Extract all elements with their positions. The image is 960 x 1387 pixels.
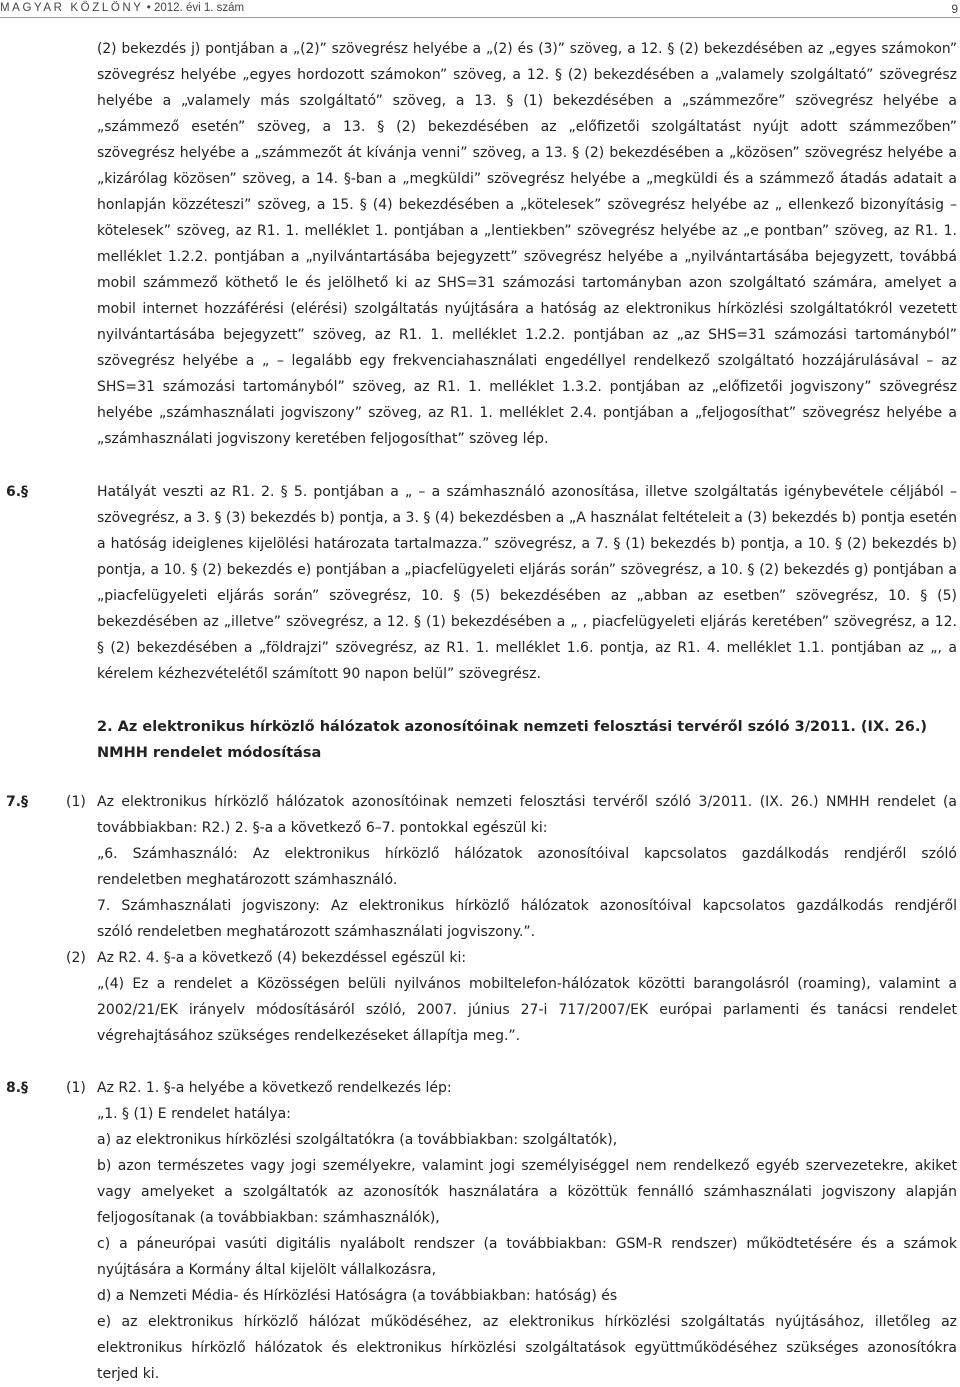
- text-line: Az R2. 1. §-a helyébe a következő rendelkezés lép:: [97, 1080, 452, 1096]
- header-rule: [0, 17, 960, 18]
- page-number: 9: [951, 2, 958, 16]
- text-line: végrehajtásához szükséges rendelkezéseket állapítja meg.”.: [97, 1028, 521, 1044]
- text-line: 7. Számhasználati jogviszony: Az elektronikus hírközlő hálózatok azonosítóival kapcsolatos gazdálkodás rendjéről: [97, 898, 957, 914]
- paragraph-label: (1): [66, 1080, 86, 1096]
- section-sign: §: [21, 1080, 28, 1096]
- text-line: szövegrész helyébe „egyes hordozott számokon” szöveg, a 12. § (2) bekezdésében a „valamely szolgáltató” szövegrész: [97, 67, 957, 83]
- text-line: „számhasználati jogviszony keretében feljogosíthat” szöveg lép.: [97, 431, 549, 447]
- text-line: rendeletben meghatározott számhasználó.: [97, 872, 398, 888]
- text-line: Az elektronikus hírközlő hálózatok azonosítóinak nemzeti felosztási tervéről szóló 3/2011. (IX. 26.) NMHH rendelet (a: [97, 794, 957, 810]
- text-line: nyilvántartásába bejegyzett” szöveg, az R1. 1. melléklet 1.2.2. pontjában az „az SHS=31 számozási tartományból”: [97, 327, 957, 343]
- section-6-text: [97, 479, 957, 687]
- text-line: „kizárólag közösen” szöveg, a 14. §-ban a „megküldi” szövegrész helyébe a „megküldi és a számmező átadás adatait a: [97, 171, 957, 187]
- text-line: feljogosítanak (a továbbiakban: számhasználók),: [97, 1210, 440, 1226]
- section-number: 7.: [6, 794, 22, 810]
- text-line: kötelesek” szöveg, az R1. 1. melléklet 1. pontjában a „lentiekben” szövegrész helyébe az „e pontban” szöveg, az R1. 1.: [97, 223, 957, 239]
- text-line: szövegrész helyébe a „ – legalább egy frekvenciahasználati engedéllyel rendelkező szolgáltató hozzájárulásával – az: [97, 353, 957, 369]
- text-line: helyébe „számhasználati jogviszony” szöveg, az R1. 1. melléklet 2.4. pontjában a „feljogosíthat” szövegrész helyébe a: [97, 405, 957, 421]
- text-line: kérelem kézhezvételétől számított 90 napon belül” szövegrész.: [97, 666, 541, 682]
- text-line: c) a páneurópai vasúti digitális nyalábolt rendszer (a továbbiakban: GSM-R rendszer) működtetésére és a számok: [97, 1236, 957, 1252]
- text-line: Hatályát veszti az R1. 2. § 5. pontjában a „ – a számhasználó azonosítása, illetve szolgáltatás igénybevétele céljából –: [97, 484, 957, 500]
- text-line: „piacfelügyeleti eljárás során” szövegrész, 10. § (5) bekezdésében az „abban az esetben” szövegrész, 10. § (5): [97, 588, 957, 604]
- title-line: NMHH rendelet módosítása: [97, 745, 322, 761]
- text-line: mobil internet hozzáférési (elérési) szolgáltatás nyújtására a hatóság az elektronikus hírközlési szolgáltatókról vezetett: [97, 301, 957, 317]
- text-line: e) az elektronikus hírközlő hálózat működéséhez, az elektronikus hírközlési szolgáltatás nyújtásához, illetőleg az: [97, 1314, 957, 1330]
- text-line: „(4) Ez a rendelet a Közösségen belüli nyilvános mobiltelefon-hálózatok közötti barangolásról (roaming), valamint a: [97, 976, 957, 992]
- text-line: melléklet 1.2.2. pontjában a „nyilvántartásába bejegyzett” szövegrész helyébe a „nyilvántartásába bejegyzett, továbbá: [97, 249, 957, 265]
- text-line: Az R2. 4. §-a a következő (4) bekezdéssel egészül ki:: [97, 950, 467, 966]
- text-line: „számmező esetén” szöveg, a 13. § (2) bekezdésében az „előfizetői szolgáltatást nyújt adott számmezőben”: [97, 119, 957, 135]
- text-line: nyújtására a Kormány által kijelölt vállalkozásra,: [97, 1262, 437, 1278]
- text-line: honlapján közzéteszi” szöveg, a 15. § (4) bekezdésében a „kötelesek” szövegrész helyébe az „ ellenkező bizonyításig –: [97, 197, 957, 213]
- text-line: a hatóság ideiglenes kijelölési határozata tartalmazza.” szövegrész, a 7. § (1) bekezdés b) pontja, a 10. § (2) bekezdés b): [97, 536, 957, 552]
- text-line: bekezdésében az „illetve” szövegrész, a 12. § (1) bekezdésében a „ , piacfelügyeleti eljárás keretében” szövegrész, a 12.: [97, 614, 957, 630]
- amendment-paragraph: [97, 36, 957, 452]
- text-line: elektronikus hírközlő hálózatok és elektronikus hírközlési szolgáltatások együttműködéséhez szükséges azonosítókra: [97, 1340, 957, 1356]
- text-line: továbbiakban: R2.) 2. §-a a következő 6–7. pontokkal egészül ki:: [97, 820, 548, 836]
- text-line: helyébe a „valamely más szolgáltató” szöveg, a 13. § (1) bekezdésében a „számmezőre” szövegrész helyébe a: [97, 93, 957, 109]
- text-line: b) azon természetes vagy jogi személyekre, valamint jogi személyiséggel nem rendelkező egyéb szervezetekre, akiket: [97, 1158, 957, 1174]
- text-line: mobil számmező köthető le és jelölhető ki az SHS=31 számozási tartományban azon szolgáltató számára, amelyet a: [97, 275, 957, 291]
- text-line: „1. § (1) E rendelet hatálya:: [97, 1106, 291, 1122]
- page-header: [0, 0, 960, 18]
- section-8-paragraph-1: [97, 1075, 957, 1387]
- section-7-paragraph-2: [97, 945, 957, 1049]
- text-line: SHS=31 számozási tartományból” szöveg, az R1. 1. melléklet 1.3.2. pontjában az „előfizetői jogviszony” szövegrész: [97, 379, 957, 395]
- issue-info: • 2012. évi 1. szám: [146, 2, 245, 14]
- text-line: szövegrész, a 3. § (3) bekezdés b) pontja, a 3. § (4) bekezdésben a „A használat feltételeit a (3) bekezdés b) pontja esetén: [97, 510, 957, 526]
- section-7-paragraph-1: [97, 789, 957, 945]
- paragraph-label: (2): [66, 950, 86, 966]
- section-number: 8.: [6, 1080, 22, 1096]
- text-line: (2) bekezdés j) pontjában a „(2)” szövegrész helyébe a „(2) és (3)” szöveg, a 12. § (2) bekezdésében az „egyes számokon”: [97, 41, 957, 57]
- title-line: 2. Az elektronikus hírközlő hálózatok azonosítóinak nemzeti felosztási tervéről szóló 3/2011. (IX. 26.): [97, 719, 927, 735]
- text-line: a) az elektronikus hírközlési szolgáltatókra (a továbbiakban: szolgáltatók),: [97, 1132, 618, 1148]
- text-line: „6. Számhasználó: Az elektronikus hírközlő hálózatok azonosítóival kapcsolatos gazdálkodás rendjéről szóló: [97, 846, 957, 862]
- text-line: d) a Nemzeti Média- és Hírközlési Hatóságra (a továbbiakban: hatóság) és: [97, 1288, 618, 1304]
- section-number: 6.: [6, 484, 22, 500]
- text-line: terjed ki.: [97, 1366, 160, 1382]
- text-line: vagy amelyeket a szolgáltatók az azonosítók használatára a közöttük fennálló számhasználati jogviszony alapján: [97, 1184, 957, 1200]
- paragraph-label: (1): [66, 794, 86, 810]
- text-line: 2002/21/EK irányelv módosításáról szóló, 2007. június 27-i 717/2007/EK európai parlamenti és tanácsi rendelet: [97, 1002, 957, 1018]
- text-line: § (2) bekezdésében a „földrajzi” szövegrész, az R1. 1. melléklet 1.6. pontja, az R1. 4. melléklet 1.1. pontjában az „, a: [97, 640, 957, 656]
- text-line: szóló rendeletben meghatározott számhasználati jogviszony.”.: [97, 924, 536, 940]
- journal-title: MAGYAR KÖZLÖNY: [0, 2, 144, 14]
- chapter-title: [97, 714, 937, 766]
- section-sign: §: [21, 794, 28, 810]
- section-sign: §: [21, 484, 28, 500]
- text-line: szövegrész helyébe a „számmezőt át kívánja venni” szöveg, a 13. § (2) bekezdésében a „közösen” szövegrész helyébe a: [97, 145, 957, 161]
- text-line: pontja, a 10. § (2) bekezdés e) pontjában a „piacfelügyeleti eljárás során” szövegrész, a 10. § (2) bekezdés g) pontjában a: [97, 562, 957, 578]
